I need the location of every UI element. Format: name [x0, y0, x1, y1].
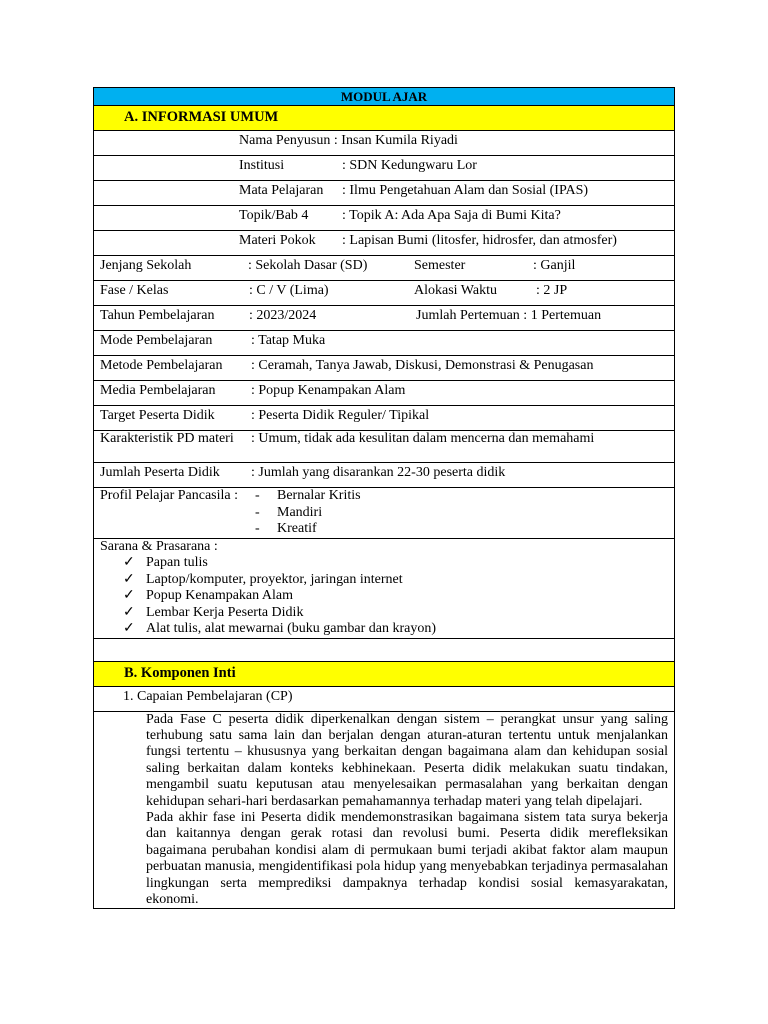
info-nama-penyusun: [94, 131, 675, 156]
info-colon: :: [342, 183, 350, 198]
modul-ajar-document: [93, 87, 675, 909]
row-label: Karakteristik PD materi: [100, 431, 234, 446]
info-label: Materi Pokok: [239, 233, 316, 248]
row-profil-pelajar-pancasila: [94, 488, 675, 539]
row-target-peserta-didik: [94, 406, 675, 431]
checkmark-icon: ✓: [123, 604, 135, 620]
info-colon: :: [342, 233, 350, 248]
row-media-pembelajaran: [94, 381, 675, 406]
row-label: Target Peserta Didik: [100, 408, 215, 423]
row-value: : Jumlah yang disarankan 22-30 peserta didik: [251, 465, 506, 480]
row-value-2: : 2 JP: [536, 283, 568, 298]
info-topik: [94, 206, 675, 231]
list-item-text: Alat tulis, alat mewarnai (buku gambar dan krayon): [146, 621, 437, 636]
checkmark-icon: ✓: [123, 571, 135, 587]
row-label: Mode Pembelajaran: [100, 333, 213, 348]
row-value: : Peserta Didik Reguler/ Tipikal: [251, 408, 430, 423]
cp-paragraph: Pada akhir fase ini Peserta didik mendemonstrasikan bagaimana sistem tata surya bekerja dan kaitannya dengan gerak rotasi dan revolusi bumi. Peserta didik merefleksikan bagaimana perubahan kondisi alam di permukaan bumi terjadi akibat faktor alam maupun perbuatan manusia, mengidentifikasi pola hidup yang menyebabkan terjadinya permasalahan lingkungan serta memprediksi dampaknya terhadap kondisi sosial kemasyarakatan, ekonomi.: [146, 809, 668, 907]
row-label: Fase / Kelas: [100, 283, 169, 298]
info-value: Lapisan Bumi (litosfer, hidrosfer, dan atmosfer): [349, 233, 617, 248]
profil-item: Kreatif: [277, 521, 317, 536]
row-jumlah-peserta-didik: [94, 463, 675, 488]
list-item: [100, 572, 668, 589]
profil-item: Bernalar Kritis: [277, 488, 361, 503]
row-value: : C / V (Lima): [249, 283, 329, 298]
dash-bullet: -: [255, 488, 260, 503]
info-label: Institusi: [239, 158, 285, 173]
info-value: Insan Kumila Riyadi: [341, 133, 458, 148]
list-item: [100, 588, 668, 605]
row-label: Media Pembelajaran: [100, 383, 216, 398]
row-label-2: Semester: [414, 258, 466, 273]
row-label: Metode Pembelajaran: [100, 358, 223, 373]
profil-label: Profil Pelajar Pancasila :: [100, 488, 239, 503]
row-value: : Popup Kenampakan Alam: [251, 383, 406, 398]
list-item-text: Popup Kenampakan Alam: [146, 588, 293, 603]
row-label: Tahun Pembelajaran: [100, 308, 215, 323]
row-value: : Ceramah, Tanya Jawab, Diskusi, Demonstrasi & Penugasan: [251, 358, 594, 373]
row-karakteristik-pd: [94, 431, 675, 463]
profil-item: Mandiri: [277, 504, 323, 520]
section-b-heading: B. Komponen Inti: [94, 661, 675, 686]
list-item: [100, 555, 668, 572]
row-label: Jenjang Sekolah: [100, 258, 192, 273]
row-metode-pembelajaran: [94, 356, 675, 381]
info-sep: :: [330, 133, 342, 148]
cp-content: [94, 711, 675, 909]
checkmark-icon: ✓: [123, 555, 135, 570]
row-label: Jumlah Peserta Didik: [100, 465, 220, 480]
list-item-text: Papan tulis: [146, 555, 208, 570]
sarana-list: [100, 555, 668, 638]
row-jenjang-sekolah: [94, 256, 675, 281]
cp-heading: 1. Capaian Pembelajaran (CP): [94, 686, 675, 711]
empty-spacer-row: [94, 638, 675, 661]
info-label: Topik/Bab 4: [239, 208, 309, 223]
info-value: Ilmu Pengetahuan Alam dan Sosial (IPAS): [349, 183, 589, 198]
row-tahun-pembelajaran: [94, 306, 675, 331]
row-sarana-prasarana: [94, 538, 675, 638]
list-item-text: Laptop/komputer, proyektor, jaringan internet: [146, 571, 403, 587]
list-item: [100, 621, 668, 638]
list-item-text: Lembar Kerja Peserta Didik: [146, 604, 304, 620]
list-item: [100, 605, 668, 622]
row-value: : Sekolah Dasar (SD): [248, 258, 368, 273]
info-mata-pelajaran: [94, 181, 675, 206]
info-label: Mata Pelajaran: [239, 183, 324, 198]
row-fase-kelas: [94, 281, 675, 306]
cp-paragraph: Pada Fase C peserta didik diperkenalkan dengan sistem – perangkat unsur yang saling terhubung satu sama lain dan berjalan dengan aturan-aturan tertentu untuk menjalankan fungsi tertentu – khususnya yang berkaitan dengan bagaimana alam dan kehidupan sosial saling berkaitan dalam konteks kebhinekaan. Peserta didik melakukan suatu tindakan, mengambil suatu keputusan atau menyelesaikan permasalahan yang berkaitan dengan kehidupan sehari-hari berdasarkan pemahamannya terhadap materi yang telah dipelajari.: [146, 711, 668, 809]
info-value: SDN Kedungwaru Lor: [349, 158, 477, 173]
section-a-heading: A. INFORMASI UMUM: [94, 106, 675, 131]
row-value: : Umum, tidak ada kesulitan dalam mencerna dan memahami: [251, 431, 595, 446]
document-title: MODUL AJAR: [94, 88, 675, 106]
row-label-2: Alokasi Waktu: [414, 283, 497, 298]
row-mode-pembelajaran: [94, 331, 675, 356]
info-materi-pokok: [94, 231, 675, 256]
sarana-label: Sarana & Prasarana :: [100, 538, 218, 554]
row-value: : Tatap Muka: [251, 333, 326, 348]
checkmark-icon: ✓: [123, 621, 135, 636]
row-label-2: Jumlah Pertemuan : 1 Pertemuan: [416, 308, 602, 323]
dash-bullet: -: [255, 504, 260, 520]
info-label: Nama Penyusun: [239, 133, 331, 148]
info-colon: :: [342, 158, 350, 173]
checkmark-icon: ✓: [123, 588, 135, 603]
dash-bullet: -: [255, 521, 260, 536]
info-colon: :: [342, 208, 350, 223]
info-institusi: [94, 156, 675, 181]
row-value-2: : Ganjil: [533, 258, 576, 273]
row-value: : 2023/2024: [249, 308, 317, 323]
info-value: Topik A: Ada Apa Saja di Bumi Kita?: [349, 208, 561, 223]
modul-table: [93, 87, 675, 909]
